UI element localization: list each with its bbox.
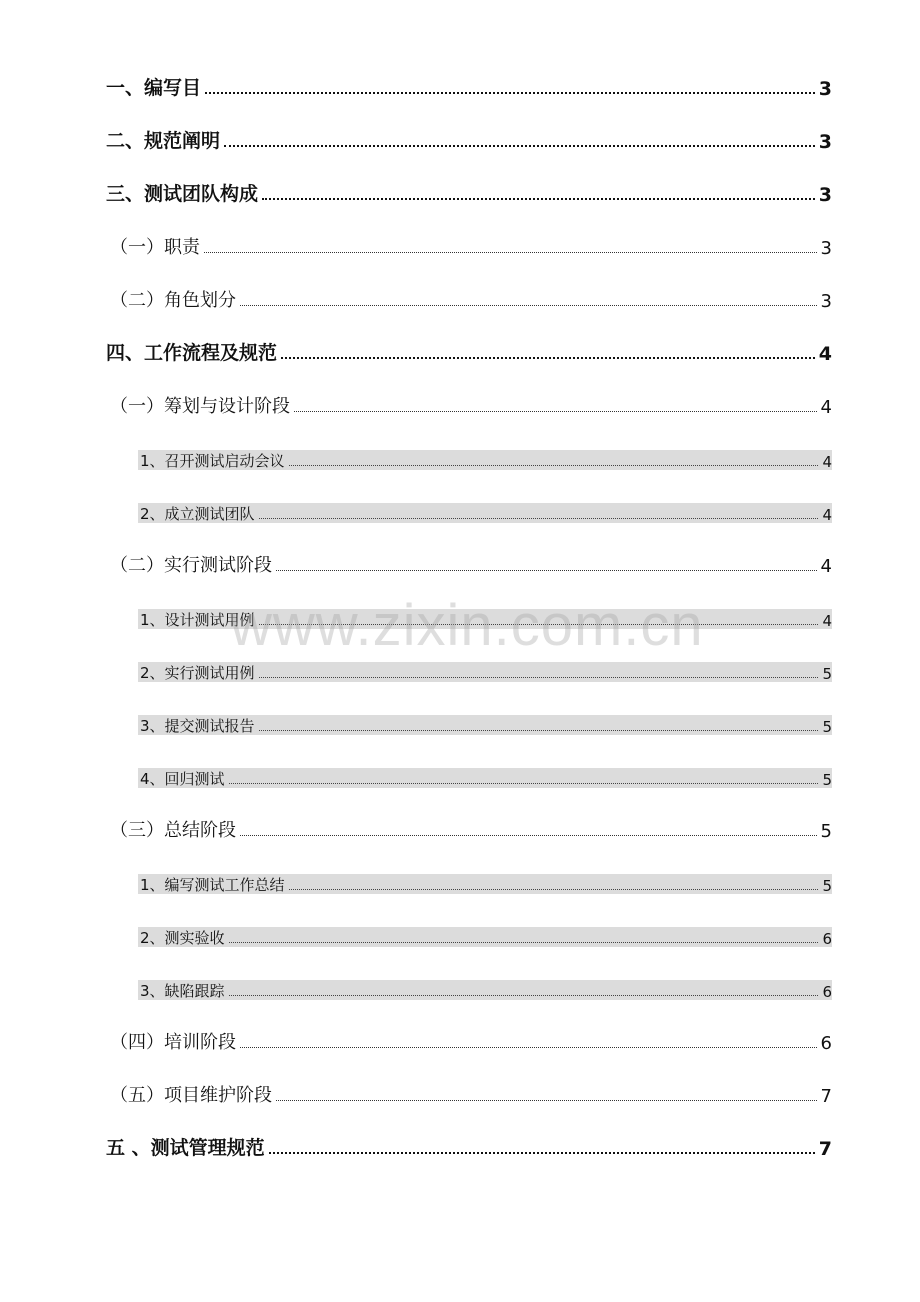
toc-entry-highlight xyxy=(138,927,832,947)
toc-entry[interactable] xyxy=(0,1077,920,1107)
toc-entry[interactable] xyxy=(0,335,920,365)
toc-entry-label: 2、测实验收 xyxy=(140,929,225,947)
toc-leader-dots xyxy=(240,305,817,306)
toc-entry-page: 3 xyxy=(820,238,832,259)
toc-leader-dots xyxy=(259,518,819,519)
toc-leader-dots xyxy=(259,730,819,731)
watermark: www.zixin.com.cn xyxy=(230,593,704,658)
toc-entry[interactable] xyxy=(0,282,920,312)
toc-entry-label: 三、测试团队构成 xyxy=(106,183,259,205)
toc-entry-label: （二）实行测试阶段 xyxy=(110,555,272,576)
toc-entry-page: 6 xyxy=(822,930,832,948)
toc-entry-page: 3 xyxy=(820,291,832,312)
toc-entry[interactable] xyxy=(0,388,920,418)
toc-entry[interactable] xyxy=(0,706,920,736)
toc-entry[interactable] xyxy=(0,547,920,577)
toc-entry-highlight xyxy=(138,980,832,1000)
toc-leader-dots xyxy=(259,677,819,678)
toc-entry-label: 1、设计测试用例 xyxy=(140,611,255,629)
toc-entry-page: 4 xyxy=(820,397,832,418)
toc-entry[interactable] xyxy=(0,123,920,153)
toc-leader-dots xyxy=(229,783,819,784)
toc-entry-label: 3、提交测试报告 xyxy=(140,717,255,735)
toc-entry[interactable] xyxy=(0,759,920,789)
toc-entry[interactable] xyxy=(0,176,920,206)
toc-entry-page: 4 xyxy=(822,612,832,630)
toc-entry[interactable] xyxy=(0,1024,920,1054)
toc-entry-page: 5 xyxy=(822,771,832,789)
toc-entry-label: 二、规范阐明 xyxy=(106,130,221,152)
toc-entry-page: 4 xyxy=(822,506,832,524)
toc-entry-page: 6 xyxy=(822,983,832,1001)
toc-entry-label: （四）培训阶段 xyxy=(110,1032,236,1053)
toc-entry-page: 5 xyxy=(822,718,832,736)
toc-entry-page: 5 xyxy=(820,821,832,842)
toc-entry[interactable] xyxy=(0,1130,920,1160)
toc-entry-label: 四、工作流程及规范 xyxy=(106,342,278,364)
toc-entry[interactable] xyxy=(0,812,920,842)
toc-leader-dots xyxy=(240,835,817,836)
toc-leader-dots xyxy=(281,357,815,359)
toc-leader-dots xyxy=(205,92,815,94)
toc-leader-dots xyxy=(289,889,819,890)
toc-entry-page: 3 xyxy=(818,131,832,153)
toc-entry[interactable] xyxy=(0,70,920,100)
toc-entry-label: （一）筹划与设计阶段 xyxy=(110,396,290,417)
toc-entry[interactable] xyxy=(0,971,920,1001)
toc-entry-page: 7 xyxy=(820,1086,832,1107)
toc-leader-dots xyxy=(240,1047,817,1048)
toc-leader-dots xyxy=(224,145,815,147)
toc-entry-label: 一、编写目 xyxy=(106,77,202,99)
toc-entry[interactable] xyxy=(0,918,920,948)
toc-entry-page: 5 xyxy=(822,877,832,895)
toc-entry-label: （五）项目维护阶段 xyxy=(110,1085,272,1106)
toc-entry-label: （二）角色划分 xyxy=(110,290,236,311)
toc-leader-dots xyxy=(262,198,815,200)
toc-entry-label: 3、缺陷跟踪 xyxy=(140,982,225,1000)
toc-entry-page: 4 xyxy=(820,556,832,577)
toc-entry-label: 2、成立测试团队 xyxy=(140,505,255,523)
toc-entry-page: 4 xyxy=(822,453,832,471)
toc-entry-page: 7 xyxy=(818,1138,832,1160)
toc-leader-dots xyxy=(294,411,817,412)
toc-entry-page: 5 xyxy=(822,665,832,683)
toc-entry-label: 1、编写测试工作总结 xyxy=(140,876,285,894)
toc-leader-dots xyxy=(204,252,817,253)
toc-entry-label: （三）总结阶段 xyxy=(110,820,236,841)
toc-entry-page: 4 xyxy=(818,343,832,365)
toc-leader-dots xyxy=(269,1152,815,1154)
toc-leader-dots xyxy=(229,995,819,996)
toc-entry-label: （一）职责 xyxy=(110,237,200,258)
toc-entry-label: 1、召开测试启动会议 xyxy=(140,452,285,470)
toc-entry[interactable] xyxy=(0,494,920,524)
toc-leader-dots xyxy=(229,942,819,943)
toc-entry[interactable] xyxy=(0,865,920,895)
toc-leader-dots xyxy=(276,570,817,571)
toc-entry-page: 3 xyxy=(818,184,832,206)
toc-entry-page: 3 xyxy=(818,78,832,100)
toc-entry-highlight xyxy=(138,768,832,788)
toc-entry-label: 4、回归测试 xyxy=(140,770,225,788)
toc-leader-dots xyxy=(289,465,819,466)
toc-entry-label: 2、实行测试用例 xyxy=(140,664,255,682)
toc-entry-page: 6 xyxy=(820,1033,832,1054)
toc-entry[interactable] xyxy=(0,229,920,259)
toc-entry-label: 五 、测试管理规范 xyxy=(106,1137,265,1159)
toc-entry[interactable] xyxy=(0,441,920,471)
toc-leader-dots xyxy=(276,1100,817,1101)
